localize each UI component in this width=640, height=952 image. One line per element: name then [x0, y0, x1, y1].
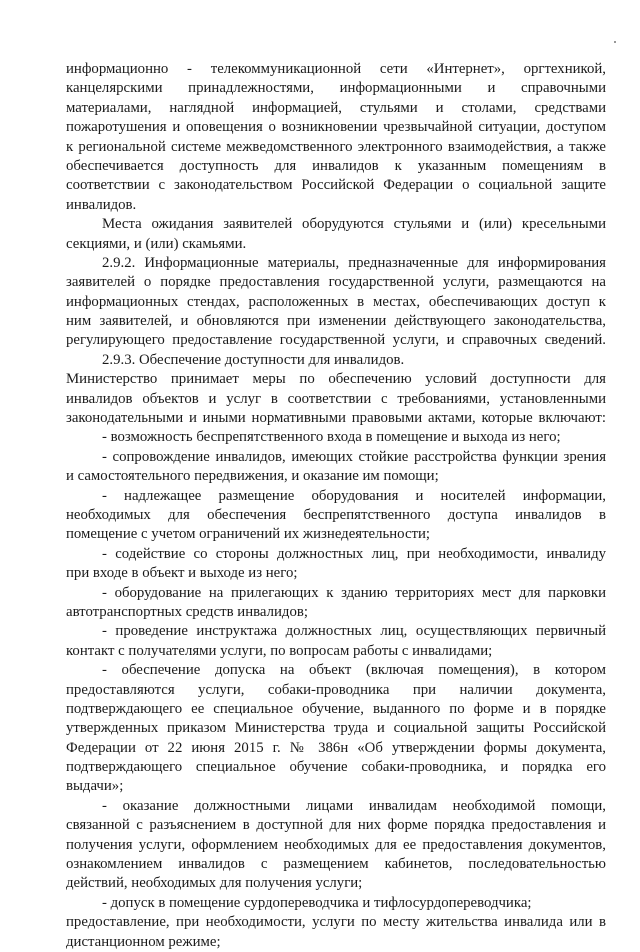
text-line: ознакомлением инвалидов с размещением кабинетов, последовательностью — [66, 856, 606, 873]
text-line: материалами, наглядной информацией, стульями и столами, средствами — [66, 99, 606, 116]
text-line: обеспечивается доступность для инвалидов к указанным помещениям в — [66, 157, 606, 174]
text-line: соответствии с законодательством Российской Федерации о социальной защите — [66, 177, 606, 194]
text-line: дистанционном режиме; — [66, 933, 221, 950]
document-body-text — [66, 60, 606, 952]
text-line: Места ожидания заявителей оборудуются стульями и (или) кресельными — [102, 216, 606, 233]
text-line: канцелярскими принадлежностями, информационными и справочными — [66, 80, 606, 97]
text-line: пожаротушения и оповещения о возникновении чрезвычайной ситуации, доступом — [66, 119, 606, 136]
text-line: - обеспечение допуска на объект (включая помещения), в котором — [102, 662, 606, 679]
scan-speck — [614, 41, 616, 43]
text-line: необходимых для обеспечения беспрепятственного доступа инвалидов в — [66, 506, 606, 523]
text-line: - допуск в помещение сурдопереводчика и тифлосурдопереводчика; — [102, 894, 532, 911]
text-line: инвалидов объектов и услуг в соответствии с требованиями, установленными — [66, 390, 606, 407]
text-line: подтверждающего ее специальное обучение, выданного по форме и в порядке — [66, 700, 606, 717]
text-line: контакт с получателями услуги, по вопросам работы с инвалидами; — [66, 642, 493, 659]
text-line: утвержденных приказом Министерства труда и социальной защиты Российской — [66, 720, 606, 737]
text-line: и самостоятельного передвижения, и оказание им помощи; — [66, 468, 439, 485]
text-line: получения услуги, оформлением необходимых для ее предоставления документов, — [66, 836, 606, 853]
text-line: - проведение инструктажа должностных лиц, осуществляющих первичный — [102, 623, 606, 640]
text-line: заявителей о порядке предоставления государственной услуги, размещаются на — [66, 274, 606, 291]
text-line: подтверждающего специальное обучение собаки-проводника, и порядка его — [66, 759, 606, 776]
text-line: - оказание должностными лицами инвалидам необходимой помощи, — [102, 797, 606, 814]
text-line: - возможность беспрепятственного входа в помещение и выхода из него; — [102, 429, 561, 446]
text-line: помещение с учетом ограничений их жизнедеятельности; — [66, 526, 431, 543]
text-line: автотранспортных средств инвалидов; — [66, 603, 308, 620]
text-line: регулирующего предоставление государственной услуги, и справочных сведений. — [66, 332, 606, 349]
text-line: выдачи»; — [66, 778, 124, 795]
text-line: к региональной системе межведомственного электронного взаимодействия, а также — [66, 138, 606, 155]
text-line: законодательными и иными нормативными правовыми актами, которые включают: — [66, 410, 606, 427]
text-line: 2.9.3. Обеспечение доступности для инвалидов. — [102, 351, 405, 368]
text-line: - надлежащее размещение оборудования и носителей информации, — [102, 487, 606, 504]
text-line: - оборудование на прилегающих к зданию территориях мест для парковки — [102, 584, 606, 601]
text-line: при входе в объект и выходе из него; — [66, 565, 298, 582]
text-line: предоставляются услуги, собаки-проводника при наличии документа, — [66, 681, 606, 698]
text-line: связанной с разъяснением в доступной для них форме порядка предоставления и — [66, 817, 606, 834]
text-line: 2.9.2. Информационные материалы, предназначенные для информирования — [102, 254, 606, 271]
text-line: - содействие со стороны должностных лиц, при необходимости, инвалиду — [102, 545, 606, 562]
text-line: Министерство принимает меры по обеспечению условий доступности для — [66, 371, 606, 388]
text-line: информационных стендах, расположенных в местах, обеспечивающих доступ к — [66, 293, 606, 310]
text-line: инвалидов. — [66, 196, 137, 213]
text-line: ним заявителей, и обновляются при изменении действующего законодательства, — [66, 313, 606, 330]
text-line: - сопровождение инвалидов, имеющих стойкие расстройства функции зрения — [102, 448, 606, 465]
text-line: Федерации от 22 июня 2015 г. № 386н «Об утверждении формы документа, — [66, 739, 606, 756]
text-line: секциями, и (или) скамьями. — [66, 235, 247, 252]
text-line: информационно - телекоммуникационной сети «Интернет», оргтехникой, — [66, 61, 606, 77]
text-line: предоставление, при необходимости, услуги по месту жительства инвалида или в — [66, 914, 606, 931]
text-line: действий, необходимых для получения услуги; — [66, 875, 363, 892]
